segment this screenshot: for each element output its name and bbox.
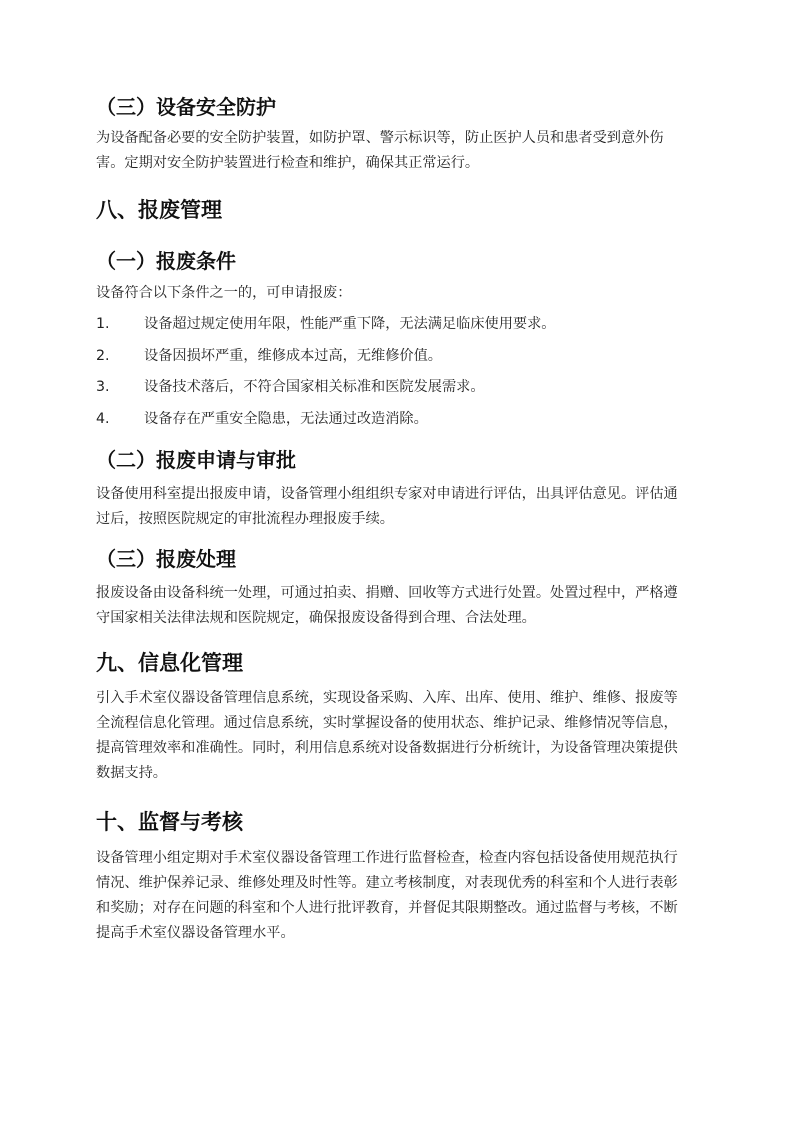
paragraph-supervision [96,846,700,946]
list-number: 3. [96,379,110,395]
paragraph-scrap-intro: 设备符合以下条件之一的，可申请报废： [96,285,352,301]
paragraph-line: 引入手术室仪器设备管理信息系统，实现设备采购、入库、出库、使用、维护、维修、报废等 [96,689,678,706]
list-text: 设备技术落后，不符合国家相关标准和医院发展需求。 [144,379,485,395]
list-number: 2. [96,347,110,364]
list-item [96,344,700,369]
section-heading-scrap-conditions: （一）报废条件 [96,249,236,273]
list-text: 设备超过规定使用年限，性能严重下降，无法满足临床使用要求。 [144,316,556,332]
paragraph-line: 害。定期对安全防护装置进行检查和维护，确保其正常运行。 [96,155,480,171]
paragraph-line: 情况、维护保养记录、维修处理及时性等。建立考核制度，对表现优秀的科室和个人进行表彰 [96,874,678,891]
list-item [96,375,700,400]
paragraph-line: 设备管理小组定期对手术室仪器设备管理工作进行监督检查，检查内容包括设备使用规范执行 [96,849,678,866]
chapter-heading-supervision: 十、监督与考核 [96,809,243,834]
paragraph-safety [96,126,700,176]
section-heading-scrap-application: （二）报废申请与审批 [96,447,296,472]
paragraph-line: 提高管理效率和准确性。同时，利用信息系统对设备数据进行分析统计，为设备管理决策提供 [96,739,678,756]
list-item [96,407,700,432]
paragraph-line: 为设备配备必要的安全防护装置，如防护罩、警示标识等，防止医护人员和患者受到意外伤 [96,130,664,146]
list-number: 1. [96,316,110,332]
paragraph-line: 和奖励；对存在问题的科室和个人进行批评教育，并督促其限期整改。通过监督与考核，不断 [96,899,678,916]
paragraph-informatization [96,686,700,786]
paragraph-scrap-disposal [96,581,700,631]
chapter-heading-scrap: 八、报废管理 [96,198,222,222]
list-item [96,312,700,337]
paragraph-line: 数据支持。 [96,764,167,781]
list-text: 设备因损坏严重，维修成本过高，无维修价值。 [144,347,442,364]
paragraph-scrap-application [96,482,700,532]
paragraph-line: 报废设备由设备科统一处理，可通过拍卖、捐赠、回收等方式进行处置。处置过程中，严格遵 [96,584,678,601]
list-text: 设备存在严重安全隐患，无法通过改造消除。 [144,410,428,427]
paragraph-line: 全流程信息化管理。通过信息系统，实时掌握设备的使用状态、维护记录、维修情况等信息， [96,714,678,731]
section-heading-safety: （三）设备安全防护 [96,95,276,119]
paragraph-line: 过后，按照医院规定的审批流程办理报废手续。 [96,510,394,527]
paragraph-line: 守国家相关法律法规和医院规定，确保报废设备得到合理、合法处理。 [96,609,536,626]
chapter-heading-informatization: 九、信息化管理 [96,650,243,675]
section-heading-scrap-disposal: （三）报废处理 [96,546,236,571]
document-page [96,88,700,946]
paragraph-line: 提高手术室仪器设备管理水平。 [96,924,295,941]
scrap-conditions-list [96,312,700,432]
paragraph-line: 设备使用科室提出报废申请，设备管理小组组织专家对申请进行评估，出具评估意见。评估通 [96,485,678,502]
list-number: 4. [96,410,110,427]
